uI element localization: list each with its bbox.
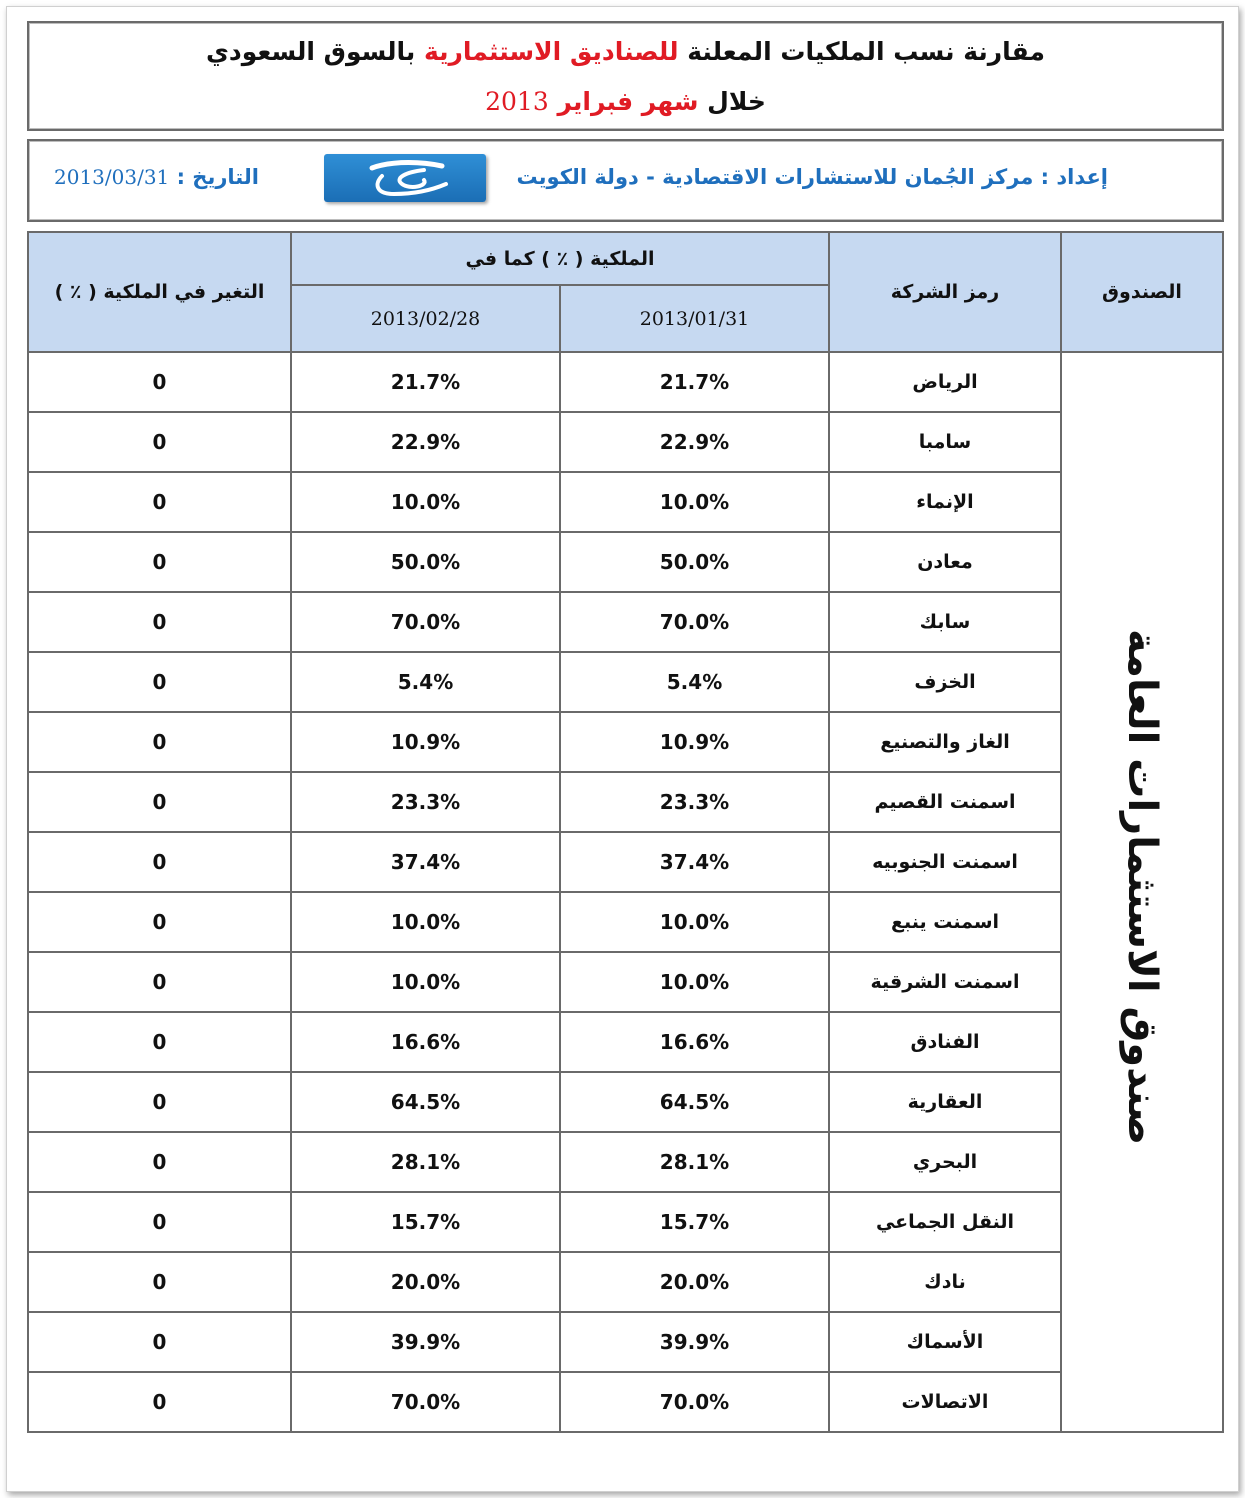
ownership-table: [27, 231, 1224, 1433]
change-cell: 0: [28, 412, 291, 472]
table-row: [28, 772, 1223, 832]
change-cell: 0: [28, 1192, 291, 1252]
date-value: 2013/03/31: [54, 165, 170, 189]
table-row: [28, 1012, 1223, 1072]
title-part-3: بالسوق السعودي: [205, 37, 416, 66]
change-cell: 0: [28, 772, 291, 832]
ownership-feb-cell: 22.9%: [291, 412, 560, 472]
company-cell: اسمنت القصيم: [829, 772, 1061, 832]
ownership-jan-cell: 50.0%: [560, 532, 829, 592]
table-row: [28, 1192, 1223, 1252]
ownership-feb-cell: 70.0%: [291, 592, 560, 652]
ownership-feb-cell: 39.9%: [291, 1312, 560, 1372]
header-fund: الصندوق: [1061, 232, 1223, 352]
ownership-jan-cell: 10.0%: [560, 892, 829, 952]
ownership-feb-cell: 23.3%: [291, 772, 560, 832]
table-row: [28, 832, 1223, 892]
ownership-feb-cell: 10.0%: [291, 892, 560, 952]
table-row: [28, 352, 1223, 412]
title-month: شهر فبراير: [557, 87, 699, 116]
table-row: [28, 532, 1223, 592]
change-cell: 0: [28, 472, 291, 532]
date-label: التاريخ :: [176, 165, 259, 189]
table-row: [28, 892, 1223, 952]
change-cell: 0: [28, 532, 291, 592]
title-part-1: مقارنة نسب الملكيات المعلنة: [687, 37, 1046, 66]
company-cell: العقارية: [829, 1072, 1061, 1132]
company-cell: البحري: [829, 1132, 1061, 1192]
change-cell: 0: [28, 592, 291, 652]
header-company: رمز الشركة: [829, 232, 1061, 352]
table-row: [28, 472, 1223, 532]
company-cell: سامبا: [829, 412, 1061, 472]
company-cell: اسمنت الشرقية: [829, 952, 1061, 1012]
ownership-feb-cell: 70.0%: [291, 1372, 560, 1432]
company-cell: معادن: [829, 532, 1061, 592]
change-cell: 0: [28, 832, 291, 892]
table-row: [28, 712, 1223, 772]
ownership-feb-cell: 5.4%: [291, 652, 560, 712]
company-cell: سابك: [829, 592, 1061, 652]
change-cell: 0: [28, 352, 291, 412]
ownership-jan-cell: 70.0%: [560, 1372, 829, 1432]
ownership-feb-cell: 50.0%: [291, 532, 560, 592]
header-ownership: الملكية ( ٪ ) كما في: [291, 232, 829, 285]
ownership-feb-cell: 10.0%: [291, 952, 560, 1012]
title-year: 2013: [485, 87, 549, 116]
table-row: [28, 412, 1223, 472]
header-date-jan: 2013/01/31: [560, 285, 829, 352]
ownership-jan-cell: 39.9%: [560, 1312, 829, 1372]
company-cell: الغاز والتصنيع: [829, 712, 1061, 772]
ownership-feb-cell: 28.1%: [291, 1132, 560, 1192]
table-body: [28, 352, 1223, 1432]
ownership-jan-cell: 10.0%: [560, 952, 829, 1012]
title-period-label: خلال: [707, 87, 766, 116]
ownership-jan-cell: 10.9%: [560, 712, 829, 772]
ownership-jan-cell: 16.6%: [560, 1012, 829, 1072]
table-row: [28, 1072, 1223, 1132]
company-cell: اسمنت ينبع: [829, 892, 1061, 952]
ownership-jan-cell: 21.7%: [560, 352, 829, 412]
ownership-jan-cell: 5.4%: [560, 652, 829, 712]
ownership-jan-cell: 28.1%: [560, 1132, 829, 1192]
ownership-feb-cell: 64.5%: [291, 1072, 560, 1132]
company-cell: اسمنت الجنوبيه: [829, 832, 1061, 892]
table-row: [28, 952, 1223, 1012]
ownership-feb-cell: 10.9%: [291, 712, 560, 772]
ownership-jan-cell: 23.3%: [560, 772, 829, 832]
change-cell: 0: [28, 1132, 291, 1192]
title-box: [27, 21, 1224, 131]
ownership-feb-cell: 16.6%: [291, 1012, 560, 1072]
table-row: [28, 1372, 1223, 1432]
change-cell: 0: [28, 1372, 291, 1432]
change-cell: 0: [28, 1252, 291, 1312]
fund-name-cell: [1061, 352, 1223, 1432]
info-box: [27, 139, 1224, 222]
title-part-2: للصناديق الاستثمارية: [423, 37, 679, 66]
ownership-feb-cell: 20.0%: [291, 1252, 560, 1312]
title-line-2: [29, 87, 1222, 116]
ownership-feb-cell: 15.7%: [291, 1192, 560, 1252]
ownership-jan-cell: 64.5%: [560, 1072, 829, 1132]
report-date: [54, 165, 259, 189]
ownership-jan-cell: 37.4%: [560, 832, 829, 892]
company-cell: الخزف: [829, 652, 1061, 712]
ownership-feb-cell: 37.4%: [291, 832, 560, 892]
table-row: [28, 592, 1223, 652]
ownership-jan-cell: 20.0%: [560, 1252, 829, 1312]
header-date-feb: 2013/02/28: [291, 285, 560, 352]
table-row: [28, 1312, 1223, 1372]
al-joman-logo-icon: [324, 154, 486, 202]
ownership-jan-cell: 22.9%: [560, 412, 829, 472]
change-cell: 0: [28, 1312, 291, 1372]
ownership-feb-cell: 21.7%: [291, 352, 560, 412]
company-cell: الفنادق: [829, 1012, 1061, 1072]
header-change: التغير في الملكية ( ٪ ): [28, 232, 291, 352]
ownership-jan-cell: 10.0%: [560, 472, 829, 532]
change-cell: 0: [28, 712, 291, 772]
ownership-jan-cell: 70.0%: [560, 592, 829, 652]
fund-name: صندوق الاستثمارات العامة: [1119, 628, 1165, 1146]
company-cell: الرياض: [829, 352, 1061, 412]
prepared-by: إعداد : مركز الجُمان للاستشارات الاقتصادية - دولة الكويت: [516, 165, 1108, 189]
company-cell: الأسماك: [829, 1312, 1061, 1372]
change-cell: 0: [28, 952, 291, 1012]
table-row: [28, 1252, 1223, 1312]
table-row: [28, 652, 1223, 712]
company-cell: الاتصالات: [829, 1372, 1061, 1432]
title-line-1: [29, 37, 1222, 66]
ownership-jan-cell: 15.7%: [560, 1192, 829, 1252]
company-cell: نادك: [829, 1252, 1061, 1312]
table-row: [28, 1132, 1223, 1192]
ownership-feb-cell: 10.0%: [291, 472, 560, 532]
change-cell: 0: [28, 892, 291, 952]
company-cell: الإنماء: [829, 472, 1061, 532]
company-cell: النقل الجماعي: [829, 1192, 1061, 1252]
change-cell: 0: [28, 1012, 291, 1072]
change-cell: 0: [28, 652, 291, 712]
change-cell: 0: [28, 1072, 291, 1132]
